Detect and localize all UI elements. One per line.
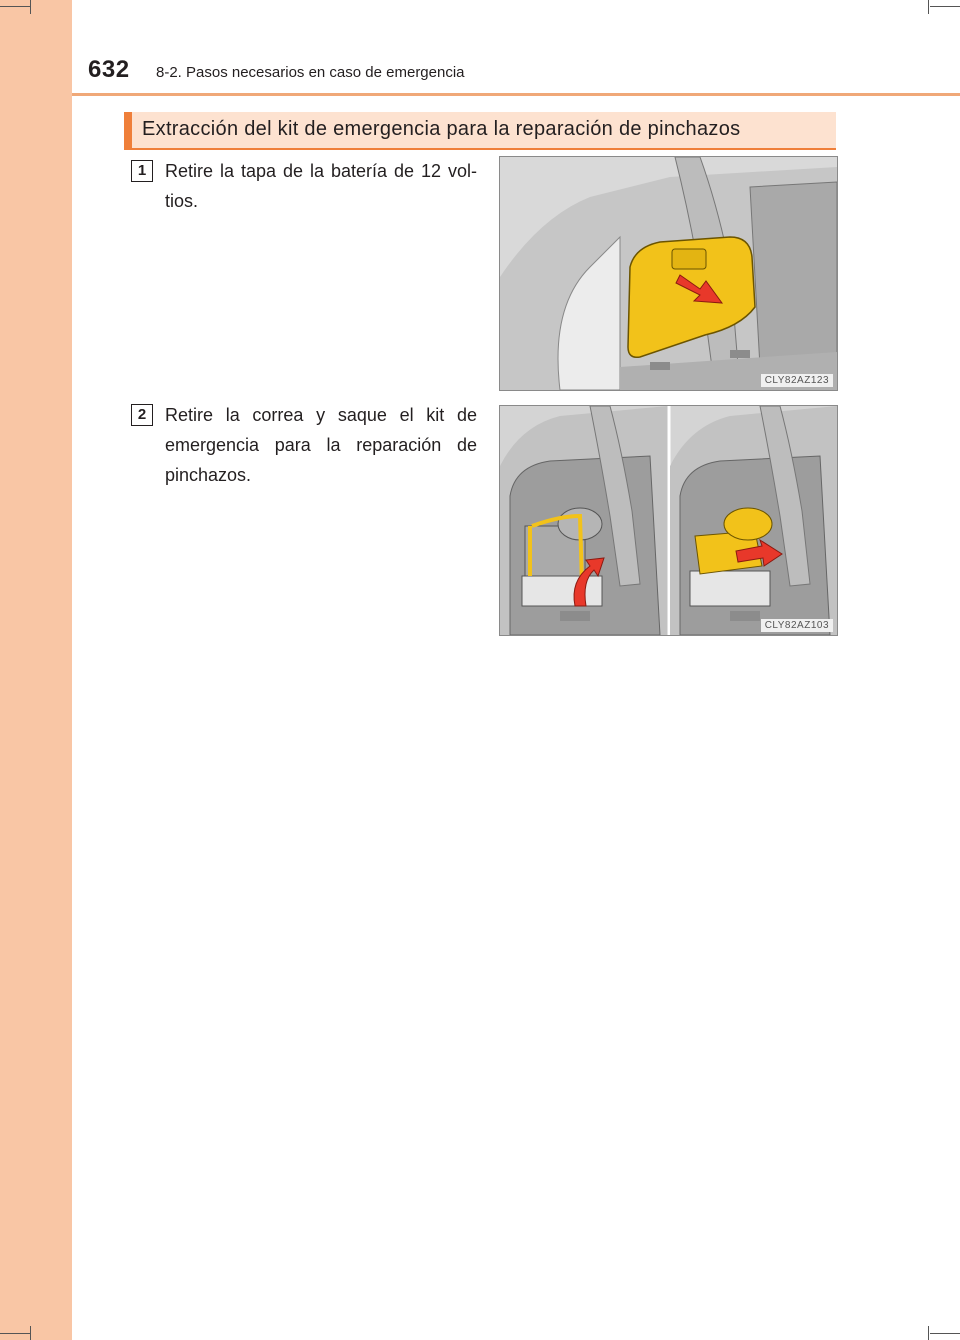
crop-mark (928, 0, 929, 14)
heading-underline (124, 148, 836, 150)
crop-mark (928, 1326, 929, 1340)
panel-left (500, 406, 668, 635)
trunk-illustration-2 (500, 406, 837, 635)
panel-right (670, 406, 837, 635)
figure-code: CLY82AZ123 (761, 374, 833, 387)
crop-mark (0, 6, 30, 7)
step-number-2: 2 (131, 404, 153, 426)
step-number-1: 1 (131, 160, 153, 182)
step-text-1: Retire la tapa de la batería de 12 vol-tios. (165, 161, 477, 211)
crop-mark (930, 6, 960, 7)
crop-mark (930, 1333, 960, 1334)
figure-code: CLY82AZ103 (761, 619, 833, 632)
page-side-band (0, 0, 72, 1340)
page-number: 632 (88, 56, 130, 83)
section-title: 8-2. Pasos necesarios en caso de emergencia (156, 64, 465, 81)
figure-repair-kit (499, 405, 838, 636)
crop-mark (30, 1326, 31, 1340)
step-text-2: Retire la correa y saque el kit de emergencia para la reparación de pinchazos. (165, 405, 477, 485)
header-rule (72, 93, 960, 96)
figure-battery-cover (499, 156, 838, 391)
section-heading: Extracción del kit de emergencia para la reparación de pinchazos (142, 118, 741, 140)
heading-accent (124, 112, 132, 148)
crop-mark (0, 1333, 30, 1334)
crop-mark (30, 0, 31, 14)
trunk-illustration-1 (500, 157, 837, 390)
